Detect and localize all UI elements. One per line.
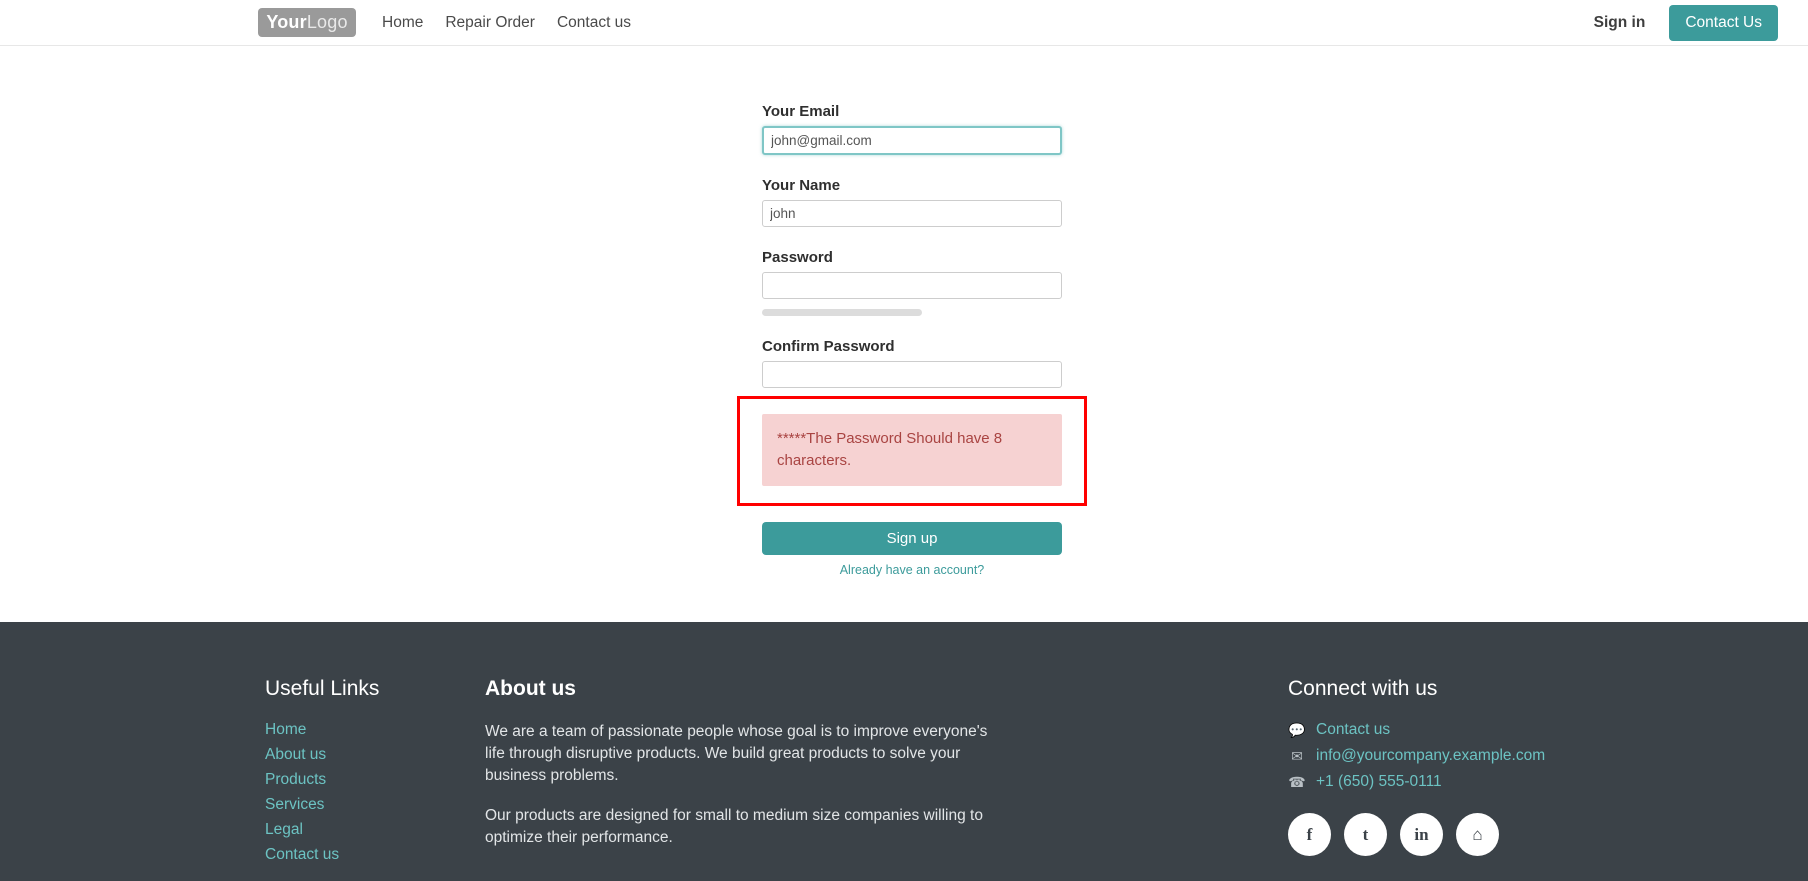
about-paragraph-2: Our products are designed for small to medium size companies willing to optimize their performance. bbox=[485, 807, 983, 846]
site-footer bbox=[0, 622, 1808, 881]
connect-heading: Connect with us bbox=[1288, 677, 1438, 700]
footer-connect bbox=[1288, 677, 1748, 871]
site-logo[interactable] bbox=[258, 8, 356, 37]
chat-bubble-icon: 💬 bbox=[1288, 721, 1306, 738]
name-field[interactable] bbox=[762, 200, 1062, 227]
signup-form bbox=[762, 103, 1062, 577]
footer-email-link[interactable]: info@yourcompany.example.com bbox=[1316, 747, 1546, 764]
useful-links-heading: Useful Links bbox=[265, 677, 380, 700]
logo-text-light: Logo bbox=[306, 12, 348, 32]
password-error-message: *****The Password Should have 8 characters. bbox=[762, 414, 1062, 486]
confirm-password-label: Confirm Password bbox=[762, 338, 895, 355]
footer-link-contact-us[interactable]: Contact us bbox=[265, 846, 340, 863]
password-field[interactable] bbox=[762, 272, 1062, 299]
footer-link-legal[interactable]: Legal bbox=[265, 821, 303, 838]
envelope-icon: ✉ bbox=[1291, 747, 1303, 764]
footer-link-products[interactable]: Products bbox=[265, 771, 327, 788]
footer-useful-links bbox=[265, 677, 485, 871]
password-label: Password bbox=[762, 249, 833, 266]
social-links bbox=[1288, 813, 1748, 856]
footer-columns bbox=[0, 677, 1808, 871]
contact-us-button[interactable]: Contact Us bbox=[1669, 5, 1778, 41]
footer-about bbox=[485, 677, 1085, 871]
sign-up-button[interactable]: Sign up bbox=[762, 522, 1062, 555]
top-navbar bbox=[0, 0, 1808, 46]
nav-item-repair-order[interactable]: Repair Order bbox=[445, 13, 535, 31]
footer-link-about-us[interactable]: About us bbox=[265, 746, 327, 763]
footer-link-services[interactable]: Services bbox=[265, 796, 325, 813]
footer-phone-row bbox=[1288, 773, 1748, 791]
phone-icon: ☎ bbox=[1288, 773, 1306, 790]
name-label: Your Name bbox=[762, 177, 841, 194]
email-label: Your Email bbox=[762, 103, 840, 120]
nav-right-group bbox=[1594, 5, 1778, 41]
nav-item-contact-us[interactable]: Contact us bbox=[556, 13, 632, 31]
nav-item-home[interactable]: Home bbox=[382, 13, 424, 31]
footer-email-row bbox=[1288, 747, 1748, 765]
footer-contact-link[interactable]: Contact us bbox=[1316, 721, 1391, 738]
footer-phone-link[interactable]: +1 (650) 555-0111 bbox=[1316, 773, 1442, 790]
linkedin-icon[interactable]: in bbox=[1400, 813, 1443, 856]
about-heading: About us bbox=[485, 677, 576, 700]
home-icon[interactable]: ⌂ bbox=[1456, 813, 1499, 856]
footer-contact-row bbox=[1288, 721, 1748, 739]
sign-in-link[interactable]: Sign in bbox=[1593, 13, 1646, 31]
about-paragraph-1: We are a team of passionate people whose goal is to improve everyone's life through disruptive products. We build great products to solve your business problems. bbox=[485, 723, 988, 784]
twitter-icon[interactable]: t bbox=[1344, 813, 1387, 856]
password-strength-meter bbox=[762, 309, 922, 316]
logo-text-bold: Your bbox=[266, 12, 307, 32]
password-error-area bbox=[762, 396, 1062, 506]
footer-link-home[interactable]: Home bbox=[265, 721, 307, 738]
facebook-icon[interactable]: f bbox=[1288, 813, 1331, 856]
confirm-password-field[interactable] bbox=[762, 361, 1062, 388]
page-content bbox=[0, 46, 1808, 622]
already-have-account-link[interactable]: Already have an account? bbox=[839, 563, 985, 577]
email-field[interactable] bbox=[762, 126, 1062, 155]
primary-nav bbox=[382, 14, 631, 32]
confirm-password-group bbox=[762, 338, 1062, 388]
